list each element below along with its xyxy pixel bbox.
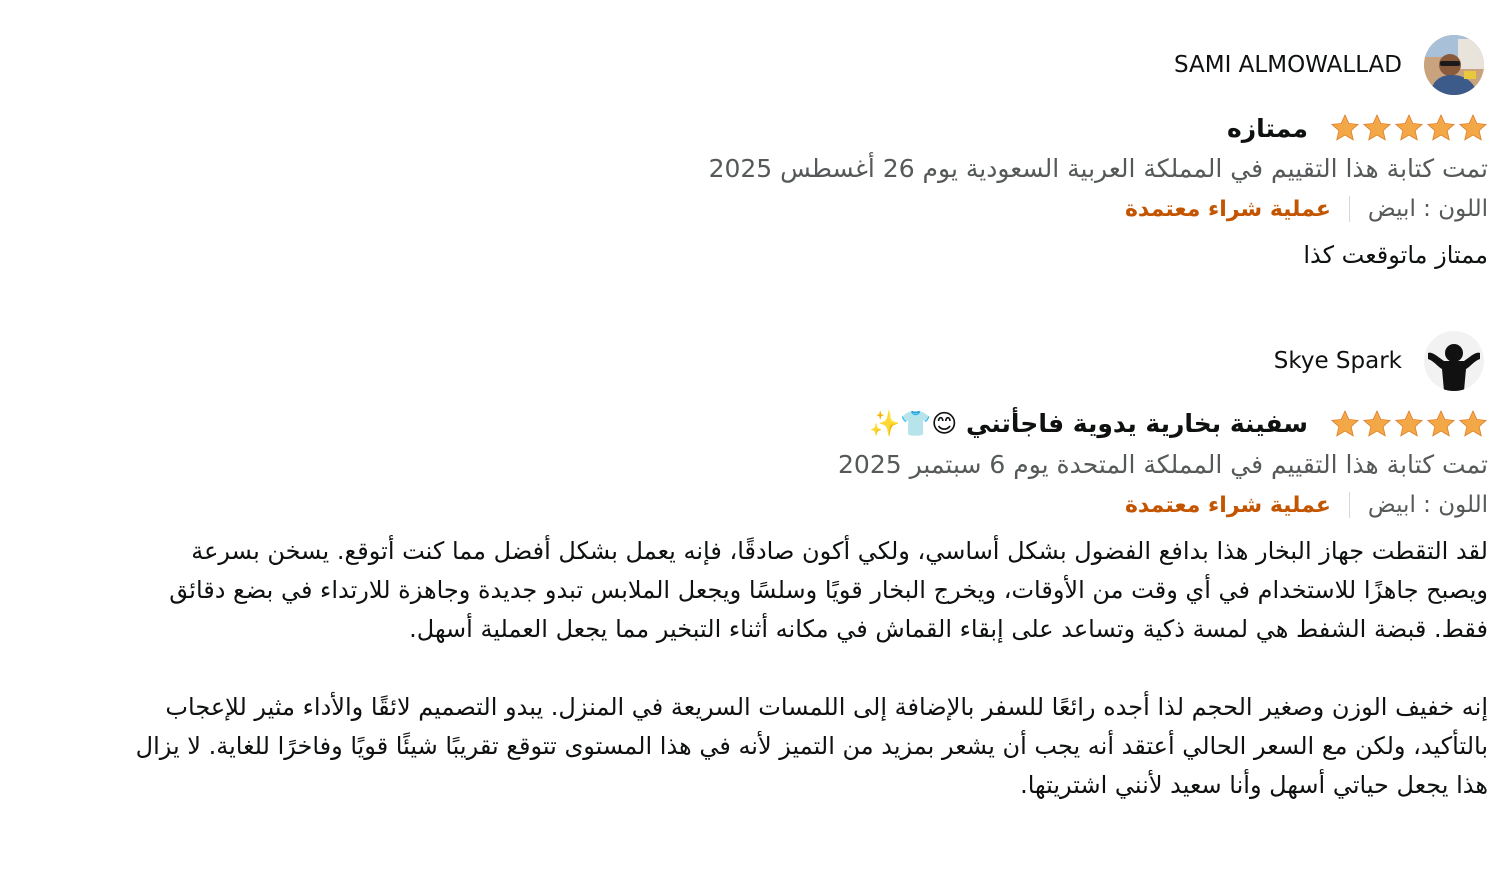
review-card — [0, 34, 1500, 275]
star-icon — [1330, 113, 1360, 143]
review-date: تمت كتابة هذا التقييم في المملكة المتحدة يوم 6 سبتمبر 2025 — [838, 450, 1488, 479]
reviewer-name[interactable]: SAMI ALMOWALLAD — [1173, 52, 1402, 78]
star-icon — [1394, 409, 1424, 439]
review-title-row — [0, 110, 1500, 146]
review-title[interactable]: سفينة بخارية يدوية فاجأتني 😊👕✨ — [869, 409, 1308, 438]
reviewer-name[interactable]: Skye Spark — [1273, 348, 1402, 374]
variant-label: اللون : ابيض — [1367, 196, 1488, 222]
review-title[interactable]: ممتازه — [1227, 113, 1308, 143]
variant-label: اللون : ابيض — [1367, 492, 1488, 518]
star-icon — [1426, 113, 1456, 143]
star-icon — [1362, 409, 1392, 439]
reviewer-profile[interactable] — [0, 330, 1500, 392]
review-title-row — [0, 406, 1500, 442]
star-icon — [1330, 409, 1360, 439]
divider — [1349, 492, 1350, 518]
review-paragraph: ممتاز ماتوقعت كذا — [1303, 241, 1488, 269]
star-icon — [1394, 113, 1424, 143]
review-body — [0, 236, 1500, 275]
verified-purchase-badge[interactable]: عملية شراء معتمدة — [1124, 196, 1331, 222]
review-meta — [0, 192, 1500, 226]
star-icon — [1426, 409, 1456, 439]
star-icon — [1458, 409, 1488, 439]
review-paragraph: لقد التقطت جهاز البخار هذا بدافع الفضول بشكل أساسي، ولكي أكون صادقًا، فإنه يعمل بشكل أفضل مما كنت أتوقع. يسخن بسرعة ويصبح جاهزًا للاستخدام في أي وقت من الأوقات، ويخرج البخار قويًا وسلسًا ويجعل الملابس تبدو جديدة وجاهزة للارتداء في بضع دقائق فقط. قبضة الشفط هي لمسة ذكية وتساعد على إبقاء القماش في مكانه أثناء التبخير مما يجعل العملية أسهل. — [169, 537, 1488, 643]
star-rating[interactable] — [1330, 113, 1488, 143]
review-card — [0, 330, 1500, 805]
star-rating[interactable] — [1330, 409, 1488, 439]
divider — [1349, 196, 1350, 222]
person-photo-icon[interactable] — [1424, 35, 1484, 95]
review-body — [0, 532, 1500, 805]
person-silhouette-icon[interactable] — [1424, 331, 1484, 391]
star-icon — [1362, 113, 1392, 143]
review-date: تمت كتابة هذا التقييم في المملكة العربية السعودية يوم 26 أغسطس 2025 — [708, 154, 1488, 183]
review-paragraph: إنه خفيف الوزن وصغير الحجم لذا أجده رائعًا للسفر بالإضافة إلى اللمسات السريعة في المنزل. يبدو التصميم لائقًا والأداء مثير للإعجاب بالتأكيد، ولكن مع السعر الحالي أعتقد أنه يجب أن يشعر بمزيد من التميز لأنه في هذا المستوى تتوقع تقريبًا شيئًا قويًا وفاخرًا للغاية. لا يزال هذا يجعل حياتي أسهل وأنا سعيد لأنني اشتريتها. — [135, 693, 1488, 799]
review-meta — [0, 488, 1500, 522]
verified-purchase-badge[interactable]: عملية شراء معتمدة — [1124, 492, 1331, 518]
reviewer-profile[interactable] — [0, 34, 1500, 96]
star-icon — [1458, 113, 1488, 143]
